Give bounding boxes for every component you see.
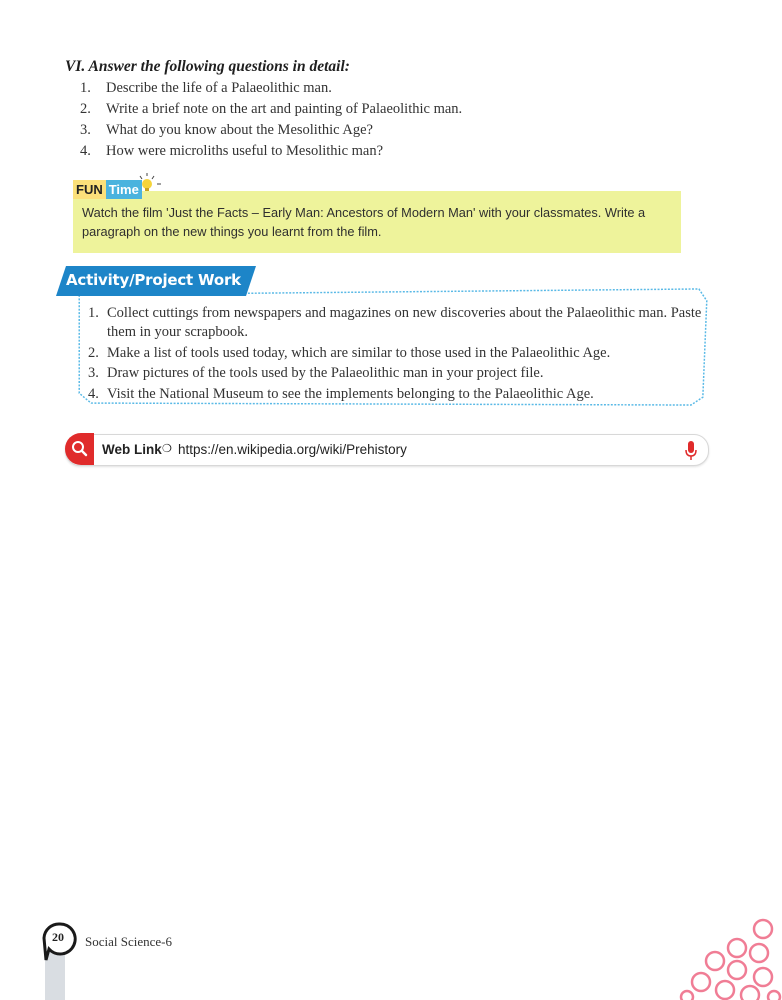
list-item: 2. Make a list of tools used today, which are similar to those used in the Palaeolithic Age. — [88, 344, 611, 361]
decorative-circles-icon — [675, 915, 782, 1000]
lightbulb-icon — [137, 170, 163, 196]
web-link-url[interactable]: https://en.wikipedia.org/wiki/Prehistory — [178, 442, 407, 457]
list-item: 1. Collect cuttings from newspapers and magazines on new discoveries about the Palaeolithic man. Paste them in your scrapbook. — [88, 305, 702, 340]
list-item: 3. What do you know about the Mesolithic Age? — [80, 122, 373, 138]
book-title: Social Science-6 — [85, 934, 172, 949]
list-item: 4. How were microliths useful to Mesolithic man? — [80, 143, 384, 159]
page-number: 20 — [52, 930, 64, 944]
section-heading: VI. Answer the following questions in detail: — [65, 58, 350, 75]
activity-list — [88, 304, 713, 405]
search-icon[interactable] — [65, 433, 94, 465]
list-item: 1. Describe the life of a Palaeolithic man. — [80, 80, 332, 96]
web-link-label: Web Link — [102, 442, 162, 457]
activity-title: Activity/Project Work — [66, 271, 241, 289]
bullet-icon: ❍ — [162, 442, 172, 455]
list-item: 4. Visit the National Museum to see the implements belonging to the Palaeolithic Age. — [88, 385, 594, 402]
fun-time-label: FUN Time — [73, 180, 142, 199]
list-item: 3. Draw pictures of the tools used by the Palaeolithic man in your project file. — [88, 365, 544, 382]
fun-time-text: Watch the film 'Just the Facts – Early Man: Ancestors of Modern Man' with your classmates. Write a paragraph on the new things you learnt from the film. — [82, 205, 646, 239]
microphone-icon[interactable] — [683, 439, 699, 463]
list-item: 2. Write a brief note on the art and painting of Palaeolithic man. — [80, 101, 463, 117]
question-list — [80, 78, 462, 162]
